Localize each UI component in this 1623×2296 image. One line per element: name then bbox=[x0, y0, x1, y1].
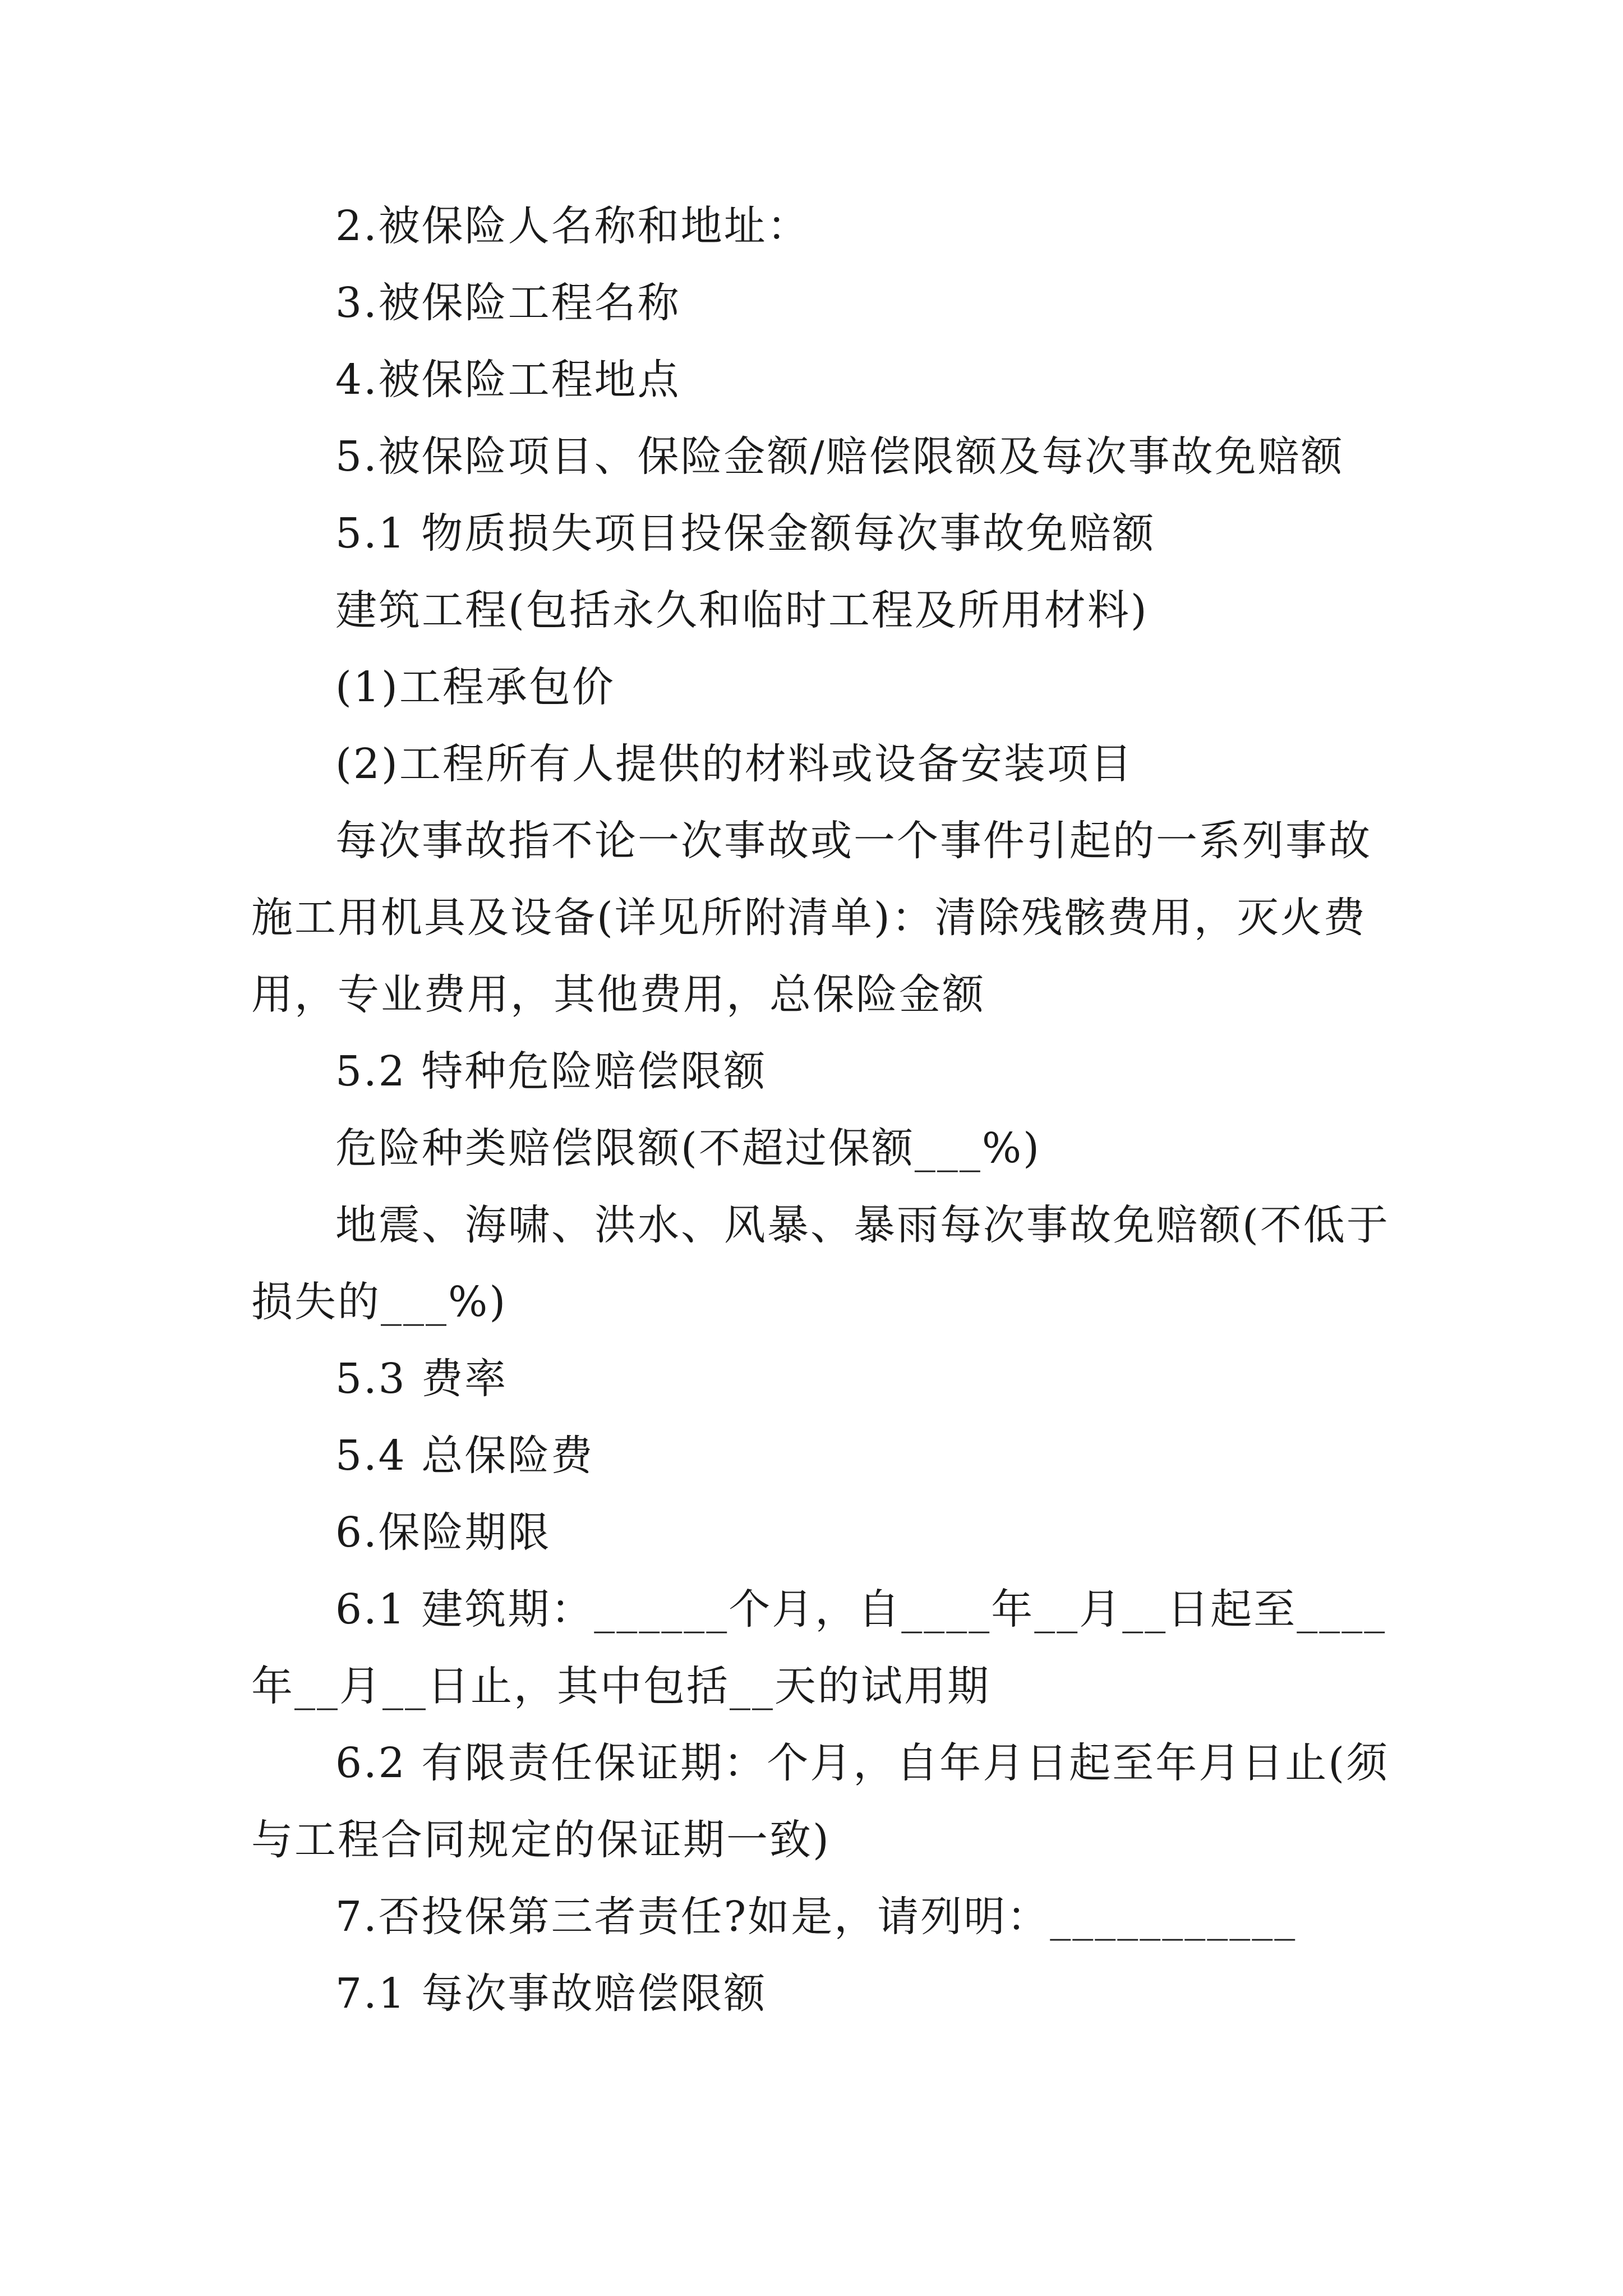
paragraph-natural-disasters: 地震、海啸、洪水、风暴、暴雨每次事故免赔额(不低于损失的___%) bbox=[251, 1201, 1390, 1326]
paragraph-total-premium: 5.4 总保险费 bbox=[335, 1432, 594, 1480]
paragraph-construction-period: 6.1 建筑期：______个月，自____年__月__日起至____年__月__日止，其中包括__天的试用期 bbox=[251, 1585, 1387, 1710]
paragraph-risk-types: 危险种类赔偿限额(不超过保额___%) bbox=[335, 1124, 1041, 1172]
paragraph-special-risk: 5.2 特种危险赔偿限额 bbox=[335, 1047, 767, 1096]
paragraph-rate: 5.3 费率 bbox=[335, 1355, 508, 1403]
paragraph-contract-price: (1)工程承包价 bbox=[335, 663, 615, 711]
paragraph-third-party: 7.否投保第三者责任?如是，请列明：___________ bbox=[335, 1893, 1297, 1941]
paragraph-insurance-period: 6.保险期限 bbox=[335, 1508, 551, 1557]
paragraph-project-location: 4.被保险工程地点 bbox=[335, 356, 681, 404]
paragraph-material-damage: 5.1 物质损失项目投保金额每次事故免赔额 bbox=[335, 509, 1156, 558]
paragraph-insured-items: 5.被保险项目、保险金额/赔偿限额及每次事故免赔额 bbox=[335, 432, 1344, 481]
paragraph-construction-works: 建筑工程(包括永久和临时工程及所用材料) bbox=[335, 586, 1149, 634]
paragraph-each-accident: 每次事故指不论一次事故或一个事件引起的一系列事故施工用机具及设备(详见所附清单)：清除残骸费用，灭火费用，专业费用，其他费用，总保险金额 bbox=[251, 817, 1372, 1019]
paragraph-project-name: 3.被保险工程名称 bbox=[335, 279, 681, 327]
paragraph-owner-materials: (2)工程所有人提供的材料或设备安装项目 bbox=[335, 740, 1133, 788]
paragraph-insured-name-address: 2.被保险人名称和地址： bbox=[335, 202, 810, 250]
paragraph-accident-limit: 7.1 每次事故赔偿限额 bbox=[335, 1970, 767, 2018]
paragraph-warranty-period: 6.2 有限责任保证期：个月，自年月日起至年月日止(须与工程合同规定的保证期一致) bbox=[251, 1739, 1390, 1864]
document-body bbox=[251, 188, 1395, 2032]
